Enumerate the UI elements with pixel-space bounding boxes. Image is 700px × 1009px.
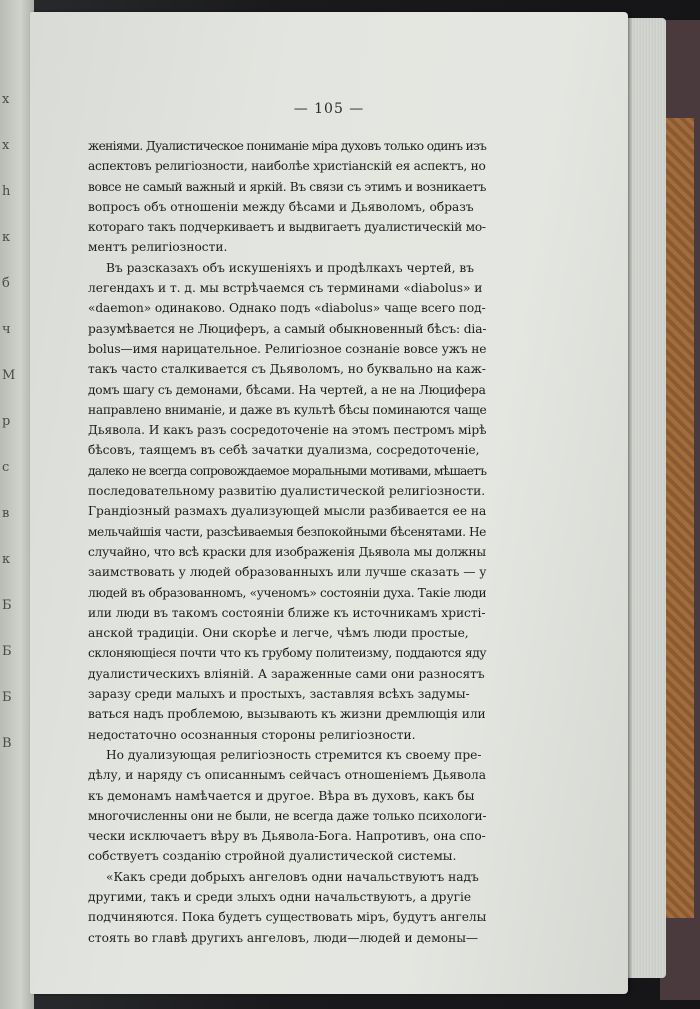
left-page-glyph: В [2,736,12,751]
text-line: направлено вниманіе, и даже въ культѣ бѣсы поминаются чаще [88,402,487,417]
left-page-glyph: М [2,368,16,383]
page-number: — 105 — [293,101,365,117]
left-page-glyph: Б [2,644,12,659]
text-line: Но дуализующая религіозность стремится къ своему пре- [106,747,482,762]
left-page-glyph: б [2,276,10,291]
text-line: стоять во главѣ другихъ ангеловъ, люди—людей и демоны— [88,930,479,945]
text-line: другими, такъ и среди злыхъ одни начальствуютъ, а другіе [88,889,472,904]
text-line: легендахъ и т. д. мы встрѣчаемся съ терминами «diabolus» и [88,281,483,296]
text-line: недостаточно осознанныя стороны религіозности. [88,727,416,742]
left-page-glyph: в [2,506,10,521]
text-line: людей въ образованномъ, «ученомъ» состояніи духа. Такіе люди [88,585,487,600]
text-line: заимствовать у людей образованныхъ или лучше сказать — у [88,565,487,580]
left-page-glyph: х [2,138,10,153]
text-line: заразу среди малыхъ и простыхъ, заставляя всѣхъ задумы- [88,687,470,702]
left-page-glyph: Б [2,690,12,705]
text-line: дуалистическихъ вліяній. А зараженные сами они разносятъ [88,666,485,681]
text-line: дѣлу, и наряду съ описаннымъ сейчасъ отношеніемъ Дьявола [88,768,486,783]
text-line: мельчайшія части, разсѣиваемыя безпокойными бѣсенятами. Не [88,524,486,539]
text-line: женіями. Дуалистическое пониманіе міра духовъ только одинъ изъ [88,139,487,153]
text-line: далеко не всегда сопровождаемое моральными мотивами, мѣшаетъ [88,463,487,478]
page-edges [626,18,666,978]
text-line: аспектовъ религіозности, наиболѣе христіанскій ея аспектъ, но [88,159,486,174]
text-line: случайно, что всѣ краски для изображенія Дьявола мы должны [88,544,486,559]
text-line: такъ часто сталкивается съ Дьяволомъ, но буквально на каж- [88,362,486,377]
text-line: вовсе не самый важный и яркій. Въ связи съ этимъ и возникаетъ [88,179,487,194]
text-line: ваться надъ проблемою, вызывають къ жизни дремлющія или [88,707,486,722]
text-line: къ демонамъ намѣчается и другое. Вѣра въ духовъ, какъ бы [88,788,475,803]
text-line: последовательному развитію дуалистической религіозности. [88,484,486,499]
left-page-glyph: к [2,552,11,567]
left-page-glyph: Б [2,598,12,613]
text-line: вопросъ объ отношеніи между бѣсами и Дьяволомъ, образъ [88,199,474,214]
text-line: склоняющіеся почти что къ грубому политеизму, поддаются яду [88,646,487,661]
left-page-glyph: с [2,460,10,475]
text-line: многочисленны они не были, не всегда даже только психологи- [88,808,487,823]
text-line: «Какъ среди добрыхъ ангеловъ одни начальствуютъ надъ [106,869,479,884]
left-page-edge [0,0,34,1009]
left-page-glyph: х [2,92,10,107]
body-text [88,136,486,948]
text-line: Грандіозный размахъ дуализующей мысли разбивается ее на [88,504,487,519]
text-line: ментъ религіозности. [88,240,228,255]
left-page-glyph: h [2,184,11,199]
text-line: bolus—имя нарицательное. Религіозное сознаніе вовсе ужъ не [88,341,487,356]
text-line: котораго такъ подчеркиваетъ и выдвигаетъ дуалистическій мо- [88,220,486,235]
text-line: Въ разсказахъ объ искушеніяхъ и продѣлкахъ чертей, въ [106,260,474,275]
text-line: разумѣвается не Люциферъ, а самый обыкновенный бѣсъ: dia- [88,321,487,336]
text-line: «daemon» одинаково. Однако подъ «diabolus» чаще всего под- [88,301,486,316]
text-line: анской традиціи. Они скорѣе и легче, чѣмъ люди простые, [88,626,469,641]
text-line: Дьявола. И какъ разъ сосредоточеніе на этомъ пестромъ мірѣ [88,423,487,438]
left-page-glyph: ч [2,322,11,337]
text-line: домъ шагу съ демонами, бѣсами. На чертей, а не на Люцифера [88,382,486,397]
text-line: собствуетъ созданію стройной дуалистической системы. [88,849,457,864]
book-spine [662,118,694,918]
text-line: бѣсовъ, таящемъ въ себѣ зачатки дуализма, сосредоточеніе, [88,443,480,458]
text-line: чески исключаетъ вѣру въ Дьявола-Бога. Напротивъ, она спо- [88,829,486,844]
text-line: подчиняются. Пока будетъ существовать міръ, будутъ ангелы [88,910,487,925]
left-page-glyph: к [2,230,11,245]
text-line: или люди въ такомъ состояніи ближе къ источникамъ христі- [88,605,486,620]
left-page-glyph: р [2,414,11,429]
